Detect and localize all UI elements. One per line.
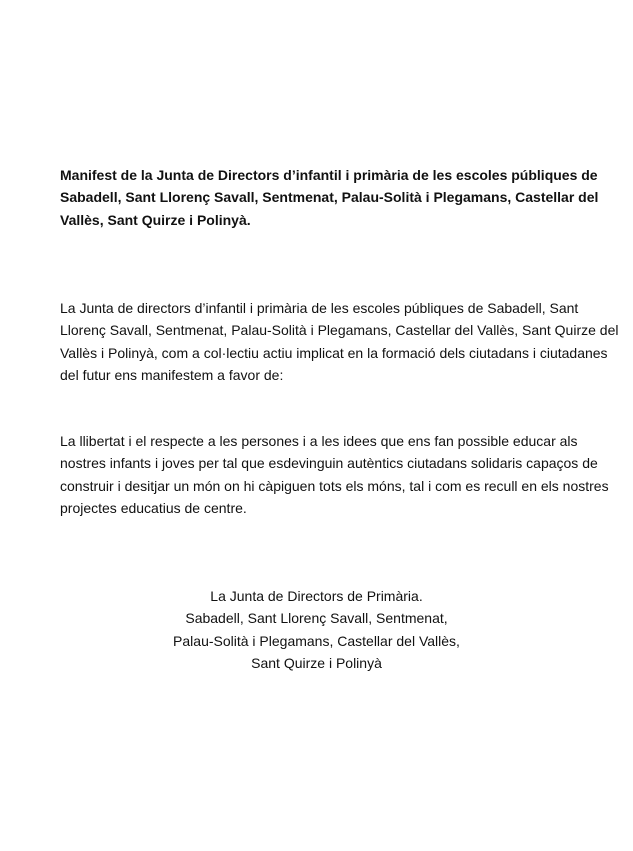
signature-line: La Junta de Directors de Primària.: [210, 588, 423, 604]
paragraph-intro: [60, 297, 619, 386]
paragraph-line: La llibertat i el respecte a les persones i a les idees que ens fan possible educar als: [60, 433, 578, 449]
title-line: Manifest de la Junta de Directors d’infantil i primària de les escoles públiques de: [60, 167, 598, 183]
paragraph-line: construir i desitjar un món on hi càpiguen tots els móns, tal i com es recull en els nostres: [60, 477, 609, 494]
title-line: Vallès, Sant Quirze i Polinyà.: [60, 211, 251, 228]
paragraph-line: del futur ens manifestem a favor de:: [60, 366, 284, 383]
paragraph-line: projectes educatius de centre.: [60, 499, 247, 516]
signature-line: Sabadell, Sant Llorenç Savall, Sentmenat,: [185, 610, 448, 627]
paragraph-line: nostres infants i joves per tal que esdevinguin autèntics ciutadans solidaris capaços de: [60, 455, 598, 472]
paragraph-line: Vallès i Polinyà, com a col·lectiu actiu implicat en la formació dels ciutadans i ciutadanes: [60, 344, 608, 361]
signature-line: Palau-Solità i Plegamans, Castellar del Vallès,: [173, 632, 460, 649]
paragraph-statement: [60, 430, 609, 519]
paragraph-line: Llorenç Savall, Sentmenat, Palau-Solità i Plegamans, Castellar del Vallès, Sant Quirze del: [60, 322, 619, 339]
document-title: [60, 164, 599, 231]
title-line: Sabadell, Sant Llorenç Savall, Sentmenat, Palau-Solità i Plegamans, Castellar del: [60, 189, 599, 206]
paragraph-line: La Junta de directors d’infantil i primària de les escoles públiques de Sabadell, Sant: [60, 300, 579, 316]
signature-block: [0, 585, 633, 674]
signature-line: Sant Quirze i Polinyà: [251, 654, 382, 671]
